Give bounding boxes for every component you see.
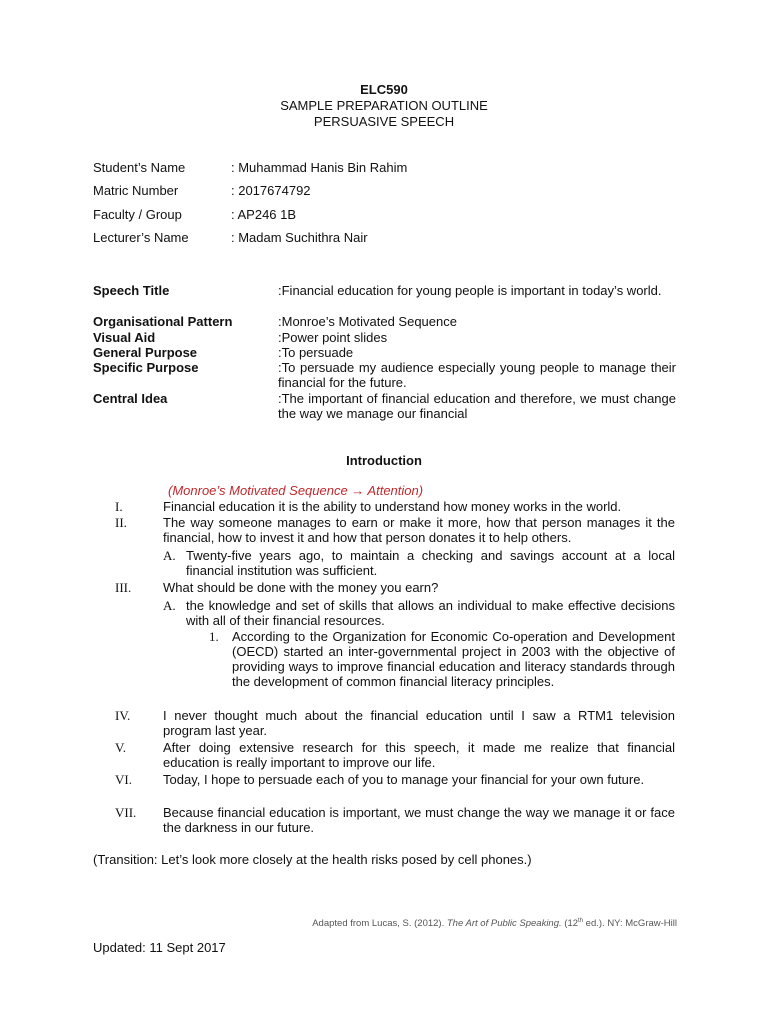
detail-label: Central Idea (93, 391, 168, 406)
list-item: Twenty-five years ago, to maintain a checking and savings account at a local financial institution was sufficient. (186, 548, 675, 578)
info-label: Faculty / Group (93, 207, 182, 222)
outline-title: SAMPLE PREPARATION OUTLINE (280, 98, 488, 113)
info-value: : Muhammad Hanis Bin Rahim (231, 160, 408, 175)
info-value: : Madam Suchithra Nair (231, 230, 368, 245)
detail-label: Specific Purpose (93, 360, 199, 375)
item-number: I. (115, 499, 123, 514)
citation-book-title: The Art of Public Speaking. (446, 918, 562, 930)
item-number: VI. (115, 772, 132, 787)
item-number: A. (163, 598, 176, 613)
item-number: III. (115, 580, 132, 595)
detail-value: :Monroe’s Motivated Sequence (278, 314, 457, 329)
item-number: 1. (209, 629, 219, 644)
updated-date: Updated: 11 Sept 2017 (93, 940, 226, 955)
item-number: V. (115, 740, 126, 755)
item-number: IV. (115, 708, 131, 723)
list-item: Because financial education is important, we must change the way we manage it or face the darkness in our future. (163, 805, 675, 835)
list-item: the knowledge and set of skills that allows an individual to make effective decisions with all of their financial resources. (186, 598, 675, 628)
list-item: After doing extensive research for this speech, it made me realize that financial education is really important to improve our life. (163, 740, 675, 770)
info-label: Matric Number (93, 183, 179, 198)
item-number: A. (163, 548, 176, 563)
speech-type: PERSUASIVE SPEECH (313, 114, 455, 129)
detail-label: Visual Aid (93, 330, 156, 345)
list-item: I never thought much about the financial education until I saw a RTM1 television program last year. (163, 708, 675, 738)
list-item: Financial education it is the ability to understand how money works in the world. (163, 499, 622, 514)
sequence-note: (Monroe’s Motivated Sequence → Attention) (168, 483, 424, 498)
citation-publisher: ed.). NY: McGraw-Hill (583, 918, 677, 930)
detail-value: :To persuade (278, 345, 354, 360)
source-citation (312, 914, 677, 931)
detail-label: Speech Title (93, 283, 170, 298)
detail-value: :The important of financial education and therefore, we must change the way we manage our financial (278, 391, 676, 421)
list-item: The way someone manages to earn or make it more, how that person manages it the financial, how to invest it and how that person donates it to help others. (163, 515, 675, 545)
citation-edition-sup: th (578, 918, 584, 924)
item-number: II. (115, 515, 127, 530)
item-number: VII. (115, 805, 137, 820)
course-code: ELC590 (360, 82, 408, 97)
info-label: Lecturer’s Name (93, 230, 189, 245)
list-item: What should be done with the money you earn? (163, 580, 439, 595)
detail-value: :To persuade my audience especially young people to manage their financial for the future. (278, 360, 676, 390)
info-label: Student’s Name (93, 160, 186, 175)
list-item: According to the Organization for Economic Co-operation and Development (OECD) started an inter-governmental project in 2003 with the objective of providing ways to improve financial education and literacy standards through the development of common financial literacy principles. (232, 629, 675, 689)
citation-edition: (12 (561, 918, 579, 930)
transition-text: (Transition: Let’s look more closely at the health risks posed by cell phones.) (93, 852, 532, 867)
list-item: Today, I hope to persuade each of you to manage your financial for your own future. (163, 772, 645, 787)
detail-value: :Power point slides (278, 330, 388, 345)
detail-label: Organisational Pattern (93, 314, 233, 329)
detail-label: General Purpose (93, 345, 198, 360)
info-value: : 2017674792 (231, 183, 311, 198)
detail-value: :Financial education for young people is important in today’s world. (278, 283, 662, 298)
introduction-heading: Introduction (346, 453, 422, 468)
info-value: : AP246 1B (231, 207, 297, 222)
citation-prefix: Adapted from Lucas, S. (2012). (312, 918, 447, 930)
